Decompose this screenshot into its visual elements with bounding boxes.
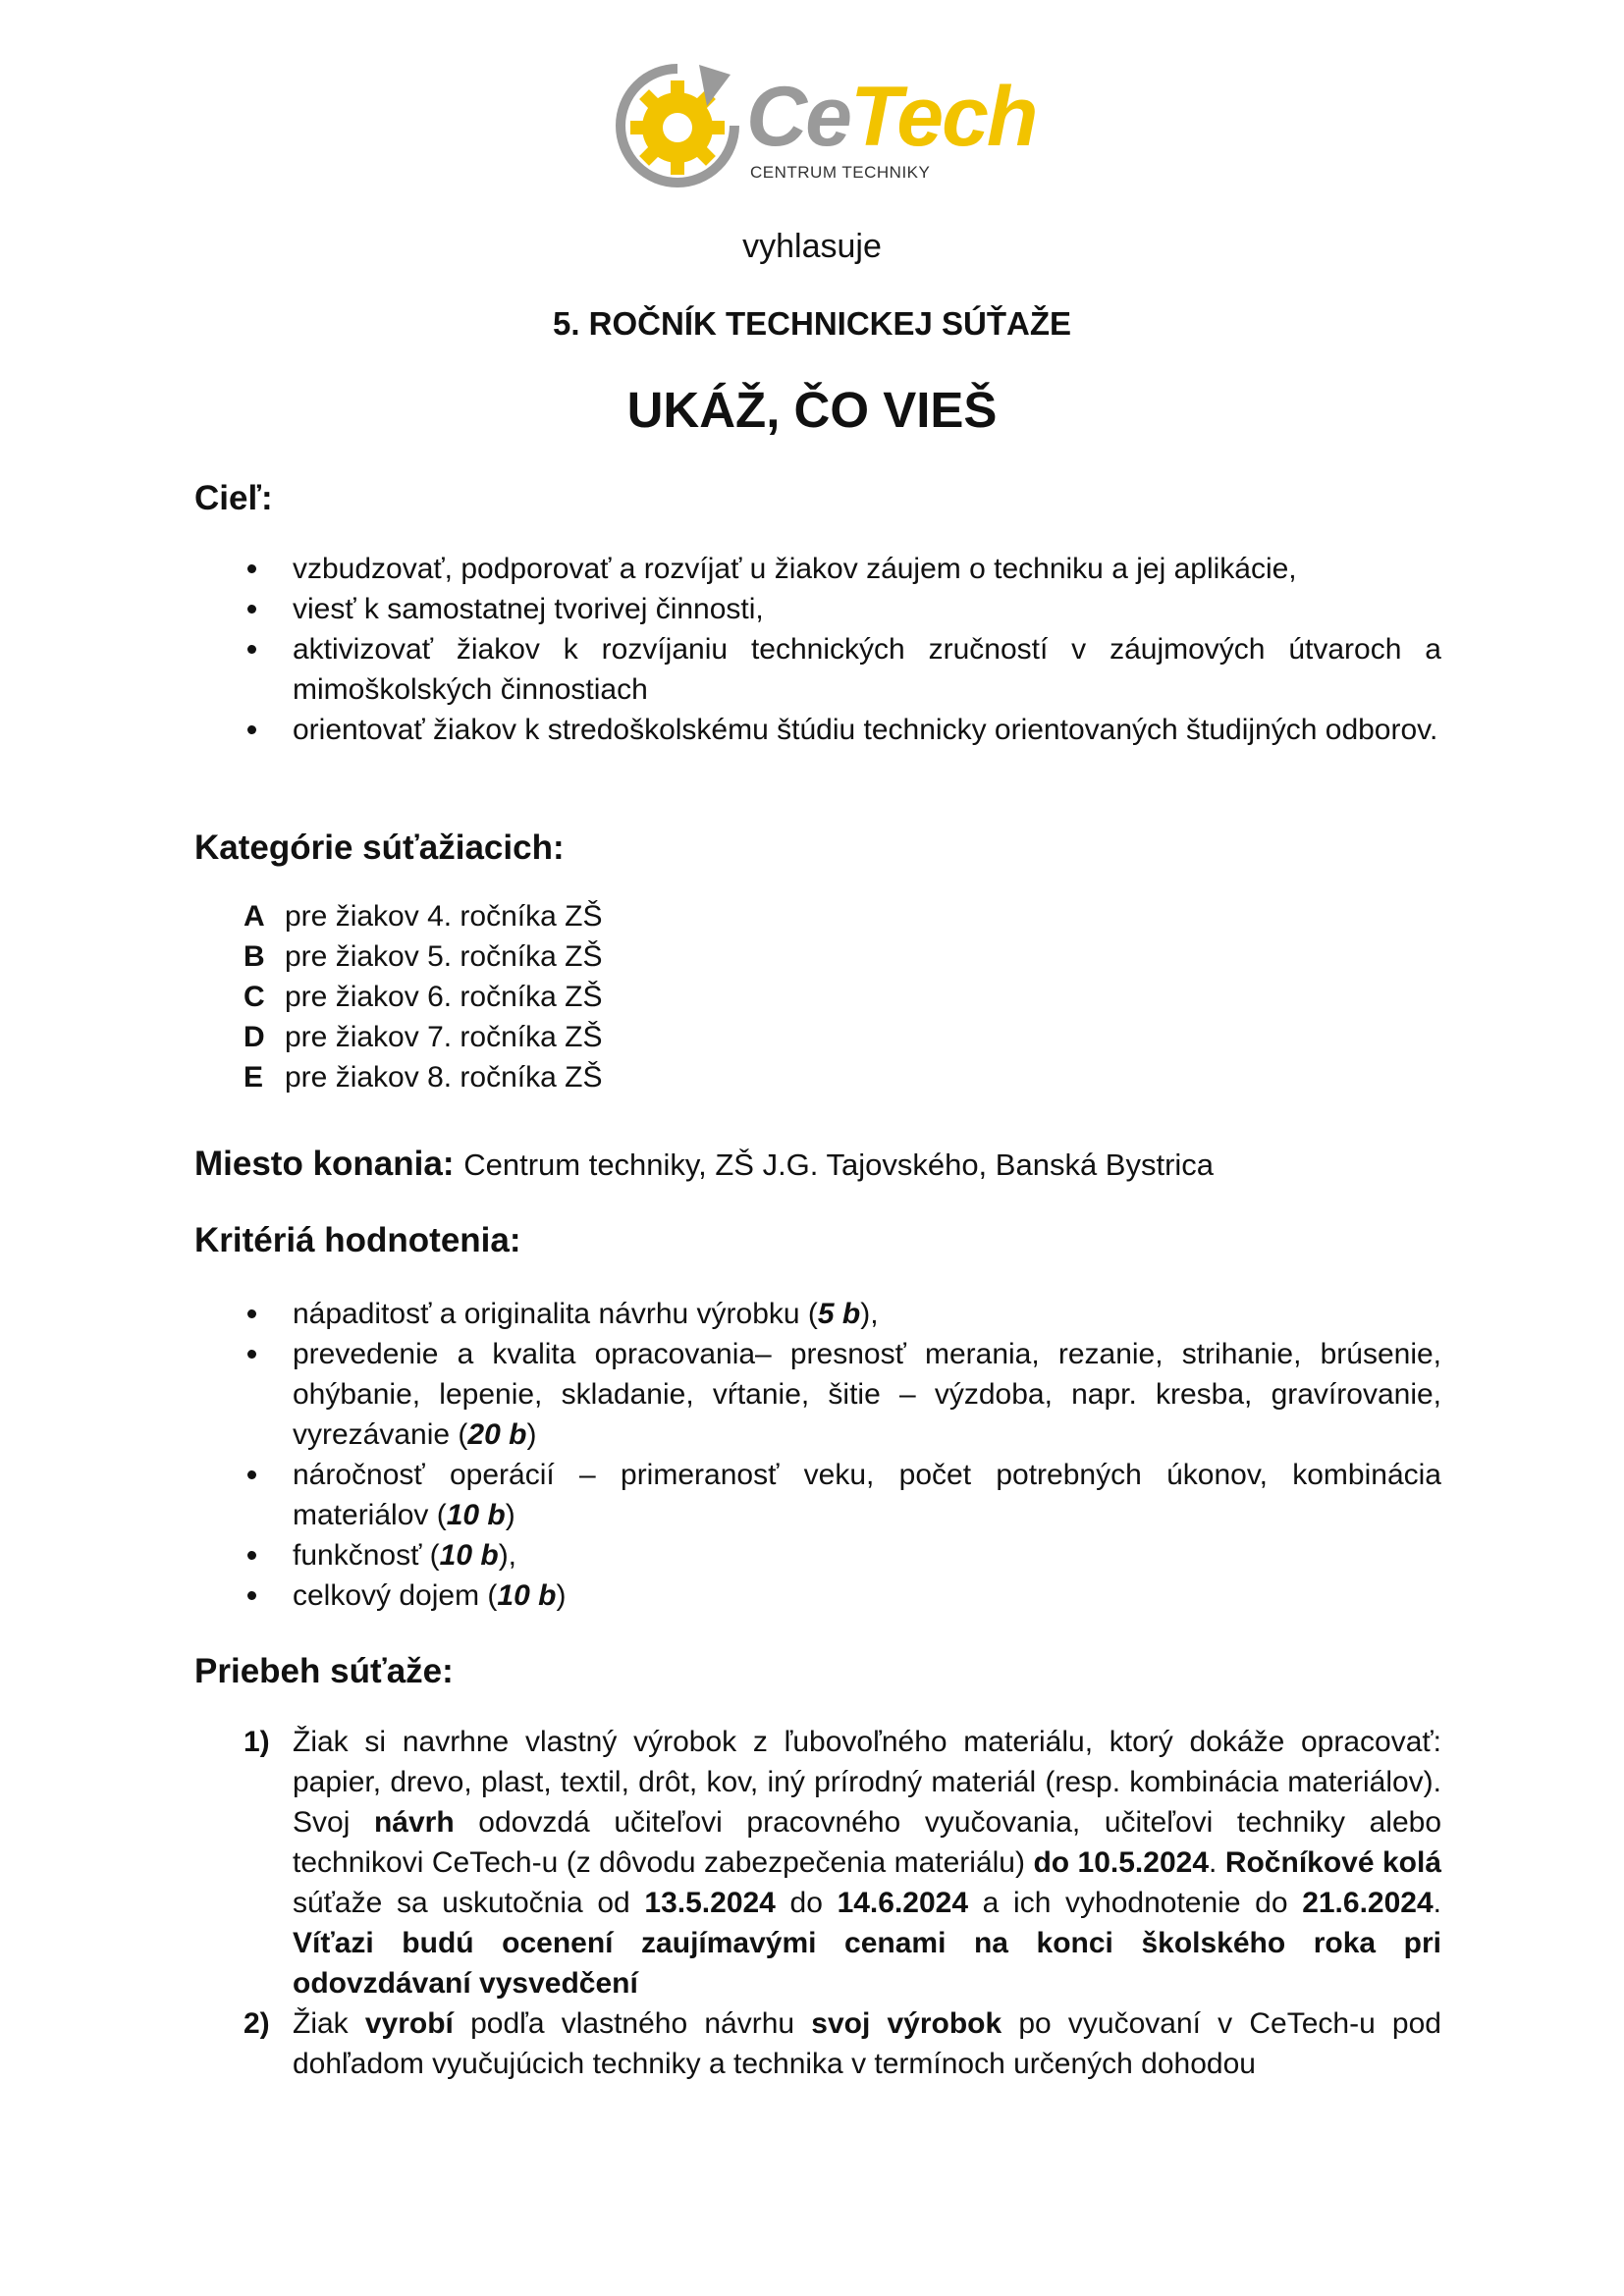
list-item: 1) Žiak si navrhne vlastný výrobok z ľubovoľného materiálu, ktorý dokáže opracovať: papier, drevo, plast, textil, drôt, kov, iný prírodný materiál (resp. kombinácia materiálov). Svoj návrh odovzdá učiteľovi pracovného vyučovania, učiteľovi techniky alebo technikovi CeTech-u (z dôvodu zabezpečenia materiálu) do 10.5.2024. Ročníkové kolá súťaže sa uskutočnia od 13.5.2024 do 14.6.2024 a ich vyhodnotenie do 21.6.2024. Víťazi budú ocenení zaujímavými cenami na konci školského roka pri odovzdávaní vysvedčení [194,1722,1441,2003]
venue-value: Centrum techniky, ZŠ J.G. Tajovského, Banská Bystrica [463,1148,1215,1182]
bullet-icon [247,1591,256,1600]
goal-list [194,549,1441,750]
bullet-icon [247,605,256,614]
criteria-list [194,1294,1441,1616]
bullet-icon [247,1309,256,1318]
announce-text: vyhlasuje [742,228,882,265]
process-list [194,1722,1441,2084]
bullet-icon [247,564,256,573]
list-item: vzbudzovať, podporovať a rozvíjať u žiakov záujem o techniku a jej aplikácie, [194,549,1441,589]
list-item: funkčnosť (10 b), [194,1535,1441,1575]
logo-subtitle: CENTRUM TECHNIKY [750,163,931,182]
bullet-icon [247,645,256,654]
step-number: 1) [244,1726,270,1758]
venue-line [194,1145,1214,1184]
venue-label: Miesto konania: [194,1145,455,1183]
criteria-heading: Kritériá hodnotenia: [194,1221,521,1259]
list-item: E pre žiakov 8. ročníka ZŠ [244,1061,603,1094]
list-item: celkový dojem (10 b) [194,1575,1441,1616]
process-heading: Priebeh súťaže: [194,1652,454,1690]
bullet-icon [247,725,256,734]
competition-title: UKÁŽ, ČO VIEŠ [626,382,998,438]
list-item: aktivizovať žiakov k rozvíjaniu technických zručností v záujmových útvaroch a mimoškolských činnostiach [194,629,1441,710]
bullet-icon [247,1350,256,1359]
list-item: B pre žiakov 5. ročníka ZŠ [244,940,603,973]
list-item: C pre žiakov 6. ročníka ZŠ [244,981,603,1013]
list-item: náročnosť operácií – primeranosť veku, počet potrebných úkonov, kombinácia materiálov (10 b) [194,1455,1441,1535]
list-item: 2) Žiak vyrobí podľa vlastného návrhu svoj výrobok po vyučovaní v CeTech-u pod dohľadom vyučujúcich techniky a technika v termínoch určených dohodou [194,2003,1441,2084]
list-item: nápaditosť a originalita návrhu výrobku (5 b), [194,1294,1441,1334]
list-item: viesť k samostatnej tvorivej činnosti, [194,589,1441,629]
list-item: orientovať žiakov k stredoškolskému štúdiu technicky orientovaných študijných odborov. [194,710,1441,750]
list-item: prevedenie a kvalita opracovania– presnosť merania, rezanie, strihanie, brúsenie, ohýbanie, lepenie, skladanie, vŕtanie, šitie – výzdoba, napr. kresba, gravírovanie, vyrezávanie (20 b) [194,1334,1441,1455]
bullet-icon [247,1551,256,1560]
list-item: A pre žiakov 4. ročníka ZŠ [244,900,603,933]
list-item: D pre žiakov 7. ročníka ZŠ [244,1021,603,1053]
bullet-icon [247,1470,256,1479]
categories-list [244,896,602,1097]
goal-heading: Cieľ: [194,479,273,517]
competition-edition: 5. ROČNÍK TECHNICKEJ SÚŤAŽE [552,305,1072,342]
step-number: 2) [244,2007,270,2040]
cetech-logo [609,57,1037,194]
categories-heading: Kategórie súťažiacich: [194,828,565,867]
logo-wordmark: CeTech [746,70,1037,164]
